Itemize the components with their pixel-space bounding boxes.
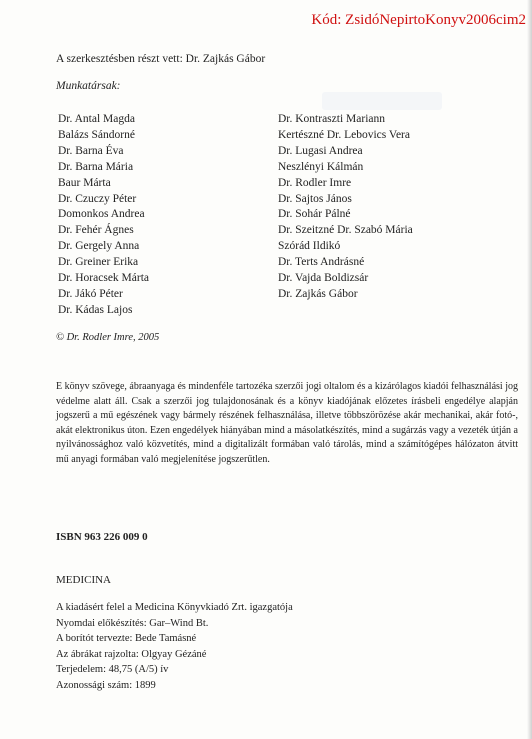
staff-list-left <box>58 112 149 319</box>
staff-name: Domonkos Andrea <box>58 208 145 221</box>
staff-name: Dr. Greiner Erika <box>58 256 139 269</box>
staff-name: Neszlényi Kálmán <box>278 160 364 173</box>
rights-paragraph: E könyv szövege, ábraanyaga és mindenféle tartozéka szerzői jogi oltalom és a kizárólagos kiadói felhasználási jog védelme alatt áll. Csak a szerzői jog tulajdonosának és a könyv kiadójának előzetes írásbeli engedélye alapján jogszerű a mű egészének vagy bármely részének felhasználása, illetve többszörözése akár mechanikai, akár fotó-, akát elektronikus úton. Ezen engedélyek hiányában mind a másolatkészítés, mind a sugárzás vagy a vezeték útján a nyilvánossághoz való közvetítés, mind a digitalizált formában való tárolás, mind a számítógépes hálózaton átvitt mű anyagi formában való megjelenítése jogszerűtlen. <box>56 381 518 465</box>
staff-name: Dr. Sajtos János <box>278 192 352 205</box>
imprint-line: A borítót tervezte: Bede Tamásné <box>56 633 197 645</box>
imprint-line: Nyomdai előkészítés: Gar–Wind Bt. <box>56 617 209 629</box>
staff-name: Dr. Vajda Boldizsár <box>278 272 369 285</box>
editor-line: A szerkesztésben részt vett: Dr. Zajkás Gábor <box>56 53 266 65</box>
staff-name: Dr. Jákó Péter <box>58 287 123 300</box>
staff-name: Dr. Terts Andrásné <box>278 256 365 269</box>
page-edge-shadow <box>527 0 532 739</box>
publisher-name: MEDICINA <box>56 574 111 586</box>
staff-name: Dr. Gergely Anna <box>58 240 140 253</box>
staff-label: Munkatársak: <box>56 80 121 92</box>
staff-name: Dr. Antal Magda <box>58 113 135 125</box>
imprint-line: Az ábrákat rajzolta: Olgyay Gézáné <box>56 648 207 660</box>
imprint-details <box>56 600 293 694</box>
staff-name: Dr. Fehér Ágnes <box>58 224 134 237</box>
code-label: Kód: ZsidóNepirtoKonyv2006cim2 <box>311 12 526 28</box>
staff-name: Dr. Horacsek Márta <box>58 272 150 285</box>
staff-name: Balázs Sándorné <box>58 128 135 141</box>
imprint-line: A kiadásért felel a Medicina Könyvkiadó Zrt. igazgatója <box>56 602 293 613</box>
imprint-line: Terjedelem: 48,75 (A/5) ív <box>56 664 169 676</box>
isbn-number: ISBN 963 226 009 0 <box>56 531 148 543</box>
staff-name: Dr. Kontraszti Mariann <box>278 113 385 125</box>
staff-name: Dr. Szeitzné Dr. Szabó Mária <box>278 224 413 237</box>
staff-name: Szórád Ildikó <box>278 240 341 253</box>
staff-name: Dr. Barna Mária <box>58 160 134 173</box>
staff-name: Dr. Czuczy Péter <box>58 192 137 205</box>
staff-name: Kertészné Dr. Lebovics Vera <box>278 128 410 141</box>
staff-list-right <box>278 112 413 303</box>
staff-name: Dr. Sohár Pálné <box>278 208 351 221</box>
staff-name: Dr. Kádas Lajos <box>58 303 133 316</box>
staff-name: Dr. Barna Éva <box>58 144 124 157</box>
staff-name: Baur Márta <box>58 176 111 189</box>
staff-name: Dr. Rodler Imre <box>278 176 352 189</box>
staff-name: Dr. Zajkás Gábor <box>278 287 358 300</box>
bleed-through-shadow <box>322 92 442 110</box>
imprint-line: Azonossági szám: 1899 <box>56 679 156 691</box>
copyright-line: © Dr. Rodler Imre, 2005 <box>56 332 160 343</box>
staff-name: Dr. Lugasi Andrea <box>278 144 363 157</box>
